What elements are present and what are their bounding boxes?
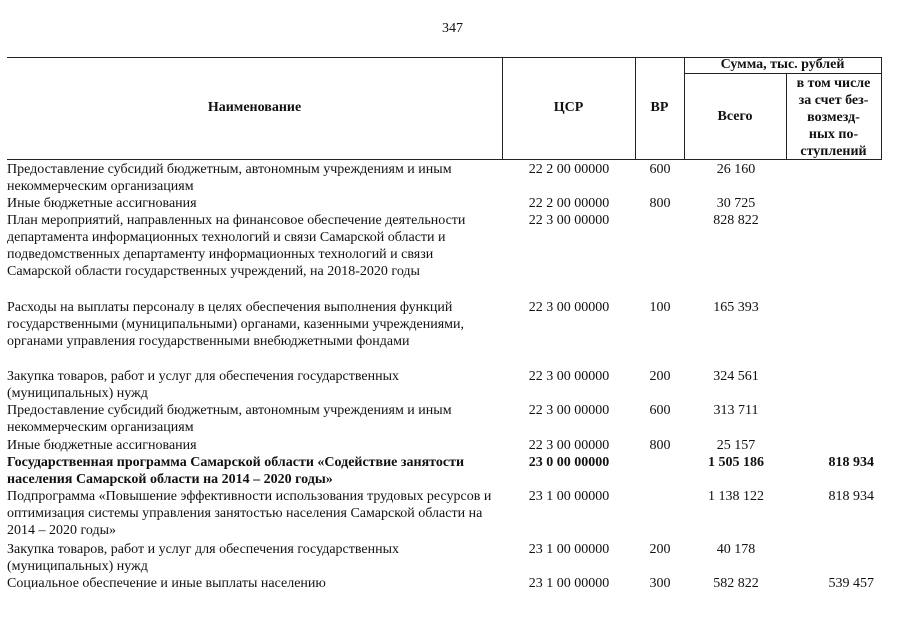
- row-csr: 22 3 00 00000: [528, 438, 610, 453]
- row-name: Расходы на выплаты персоналу в целях обеспечения выполнения функций государственными (муниципальными) органами, казенными учреждениями, органами управления государственными внебюджетными фондами: [7, 300, 464, 349]
- header-bottom-line: [7, 159, 881, 160]
- row-csr: 22 3 00 00000: [528, 213, 610, 228]
- header-grants-line: в том числе: [796, 76, 871, 91]
- row-csr: 23 0 00 00000: [528, 455, 610, 470]
- row-name: Иные бюджетные ассигнования: [7, 438, 197, 453]
- row-vr: 600: [649, 403, 671, 418]
- row-vr: 200: [649, 542, 671, 557]
- row-name: Подпрограмма «Повышение эффективности использования трудовых ресурсов и оптимизация системы управления занятостью населения Самарской области на 2014 – 2020 годы»: [7, 489, 492, 538]
- row-name: Государственная программа Самарской области «Содействие занятости населения Самарской области на 2014 – 2020 годы»: [7, 455, 465, 487]
- row-vr: 200: [649, 369, 671, 384]
- header-vr: ВР: [650, 100, 669, 115]
- header-amount-divider: [684, 73, 881, 74]
- row-csr: 22 2 00 00000: [528, 196, 610, 211]
- row-csr: 23 1 00 00000: [528, 489, 610, 504]
- row-grants: 539 457: [828, 576, 874, 591]
- header-grants: [786, 75, 881, 160]
- row-name: Социальное обеспечение и иные выплаты населению: [7, 576, 326, 591]
- row-total: 828 822: [713, 213, 759, 228]
- row-vr: 600: [649, 162, 671, 177]
- row-csr: 23 1 00 00000: [528, 542, 610, 557]
- row-vr: 800: [649, 438, 671, 453]
- row-total: 40 178: [716, 542, 756, 557]
- row-vr: 100: [649, 300, 671, 315]
- row-csr: 22 3 00 00000: [528, 369, 610, 384]
- header-csr: ЦСР: [553, 100, 584, 115]
- row-csr: 22 3 00 00000: [528, 300, 610, 315]
- row-total: 1 505 186: [708, 455, 764, 470]
- header-grants-line: за счет без-: [798, 93, 869, 108]
- row-total: 30 725: [716, 196, 756, 211]
- row-name: Предоставление субсидий бюджетным, автономным учреждениям и иным некоммерческим организациям: [7, 162, 452, 194]
- row-csr: 22 2 00 00000: [528, 162, 610, 177]
- row-name: План мероприятий, направленных на финансовое обеспечение деятельности департамента информационных технологий и связи Самарской области и подведомственных департаменту информационных технологий и связи Самарской области государственных учреждений, на 2018-2020 годы: [7, 213, 466, 279]
- row-total: 26 160: [716, 162, 756, 177]
- row-total: 1 138 122: [708, 489, 764, 504]
- row-csr: 23 1 00 00000: [528, 576, 610, 591]
- row-total: 25 157: [716, 438, 756, 453]
- row-grants: 818 934: [828, 489, 874, 504]
- row-name: Иные бюджетные ассигнования: [7, 196, 197, 211]
- page-number: 347: [442, 21, 463, 36]
- row-grants: 818 934: [828, 455, 874, 470]
- header-grants-line: ступлений: [800, 144, 867, 159]
- row-name: Закупка товаров, работ и услуг для обеспечения государственных (муниципальных) нужд: [7, 542, 400, 574]
- row-total: 324 561: [713, 369, 759, 384]
- row-total: 313 711: [713, 403, 759, 418]
- row-name: Предоставление субсидий бюджетным, автономным учреждениям и иным некоммерческим организациям: [7, 403, 452, 435]
- row-total: 582 822: [713, 576, 759, 591]
- row-csr: 22 3 00 00000: [528, 403, 610, 418]
- row-vr: 300: [649, 576, 671, 591]
- header-grants-line: ных по-: [808, 127, 859, 142]
- row-total: 165 393: [713, 300, 759, 315]
- header-amount: Сумма, тыс. рублей: [720, 57, 845, 72]
- header-name: Наименование: [207, 100, 302, 115]
- row-name: Закупка товаров, работ и услуг для обеспечения государственных (муниципальных) нужд: [7, 369, 400, 401]
- header-grants-line: возмезд-: [807, 110, 860, 125]
- header-total: Всего: [717, 109, 753, 124]
- header-vline-5: [881, 57, 882, 160]
- row-vr: 800: [649, 196, 671, 211]
